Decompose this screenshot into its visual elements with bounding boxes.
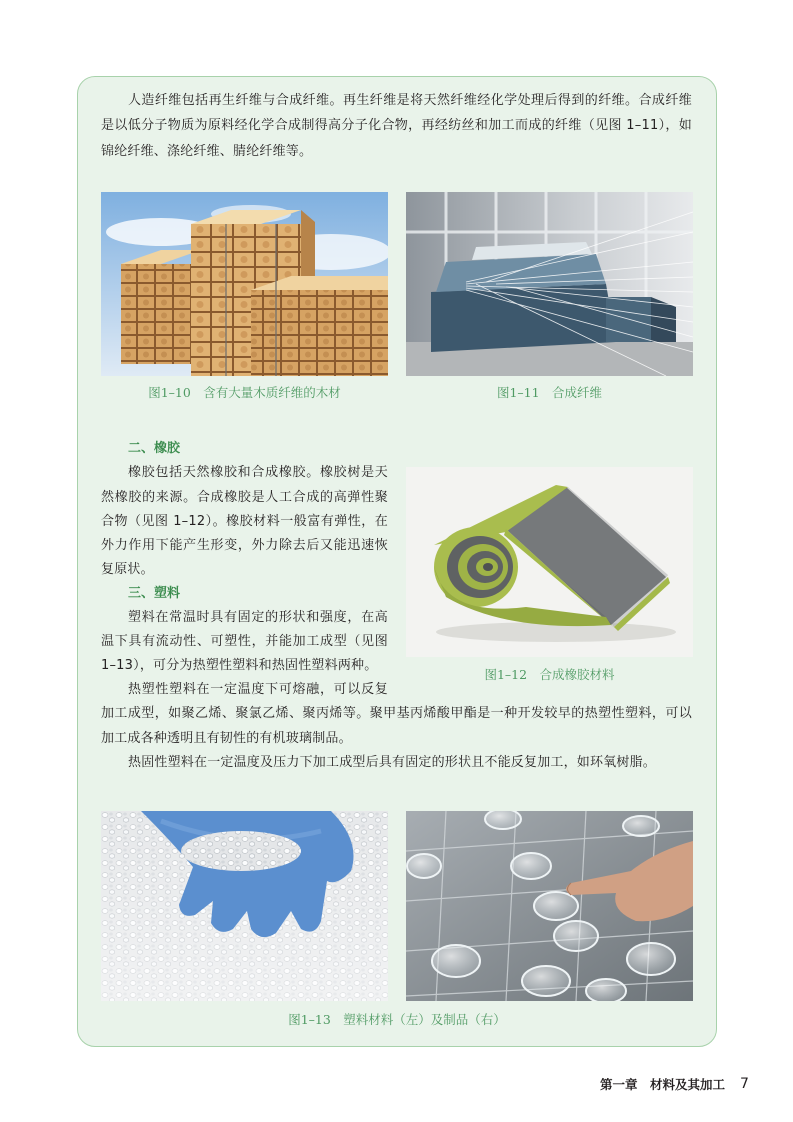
plastics-line-1: 塑料在常温时具有固定的形状和强度，在高 — [128, 610, 388, 625]
plastics-line-3: 1–13），可分为热塑性塑料和热固性塑料两种。 — [101, 658, 378, 673]
figure-1-11-caption: 图1–11 合成纤维 — [496, 385, 603, 400]
footer-chapter-title: 第一章 材料及其加工 — [600, 1077, 726, 1092]
figure-1-13-acrylic-chess-image — [406, 811, 693, 1001]
intro-line-3: 锦纶纤维、涤纶纤维、腈纶纤维等。 — [101, 144, 313, 159]
rubber-line-2: 然橡胶的来源。合成橡胶是人工合成的高弹性聚 — [101, 490, 388, 505]
page-number: 7 — [740, 1076, 749, 1092]
rubber-line-5: 复原状。 — [101, 562, 154, 577]
plastics-line-6: 加工成各种透明且有韧性的有机玻璃制品。 — [101, 731, 352, 746]
plastics-line-7: 热固性塑料在一定温度及压力下加工成型后具有固定的形状且不能反复加工，如环氧树脂。 — [128, 755, 657, 770]
figure-1-11-fiber-machine-image — [406, 192, 693, 376]
intro-line-2: 是以低分子物质为原料经化学合成制得高分子化合物，再经纺丝和加工而成的纤维（见图 1–11），如 — [101, 118, 692, 133]
plastics-line-5: 加工成型，如聚乙烯、聚氯乙烯、聚丙烯等。聚甲基丙烯酸甲酯是一种开发较早的热塑性塑料，可以 — [101, 706, 692, 721]
intro-line-1: 人造纤维包括再生纤维与合成纤维。再生纤维是将天然纤维经化学处理后得到的纤维。合成纤维 — [128, 93, 692, 108]
figure-1-12-caption: 图1–12 合成橡胶材料 — [484, 667, 615, 682]
figure-1-12-rubber-mat-image — [406, 467, 693, 657]
figure-1-13-caption: 图1–13 塑料材料（左）及制品（右） — [288, 1012, 506, 1027]
figure-1-10-lumber-image — [101, 192, 388, 376]
plastics-line-2: 温下具有流动性、可塑性，并能加工成型（见图 — [101, 634, 388, 649]
figure-1-13-plastic-pellets-image — [101, 811, 388, 1001]
plastics-line-4: 热塑性塑料在一定温度下可熔融，可以反复 — [128, 682, 388, 697]
rubber-line-3: 合物（见图 1–12）。橡胶材料一般富有弹性，在 — [101, 514, 388, 529]
section-heading-plastics: 三、塑料 — [128, 586, 181, 601]
rubber-line-1: 橡胶包括天然橡胶和合成橡胶。橡胶树是天 — [128, 465, 388, 480]
section-heading-rubber: 二、橡胶 — [128, 441, 181, 456]
rubber-line-4: 外力作用下能产生形变，外力除去后又能迅速恢 — [101, 538, 388, 553]
figure-1-10-caption: 图1–10 含有大量木质纤维的木材 — [148, 385, 341, 400]
